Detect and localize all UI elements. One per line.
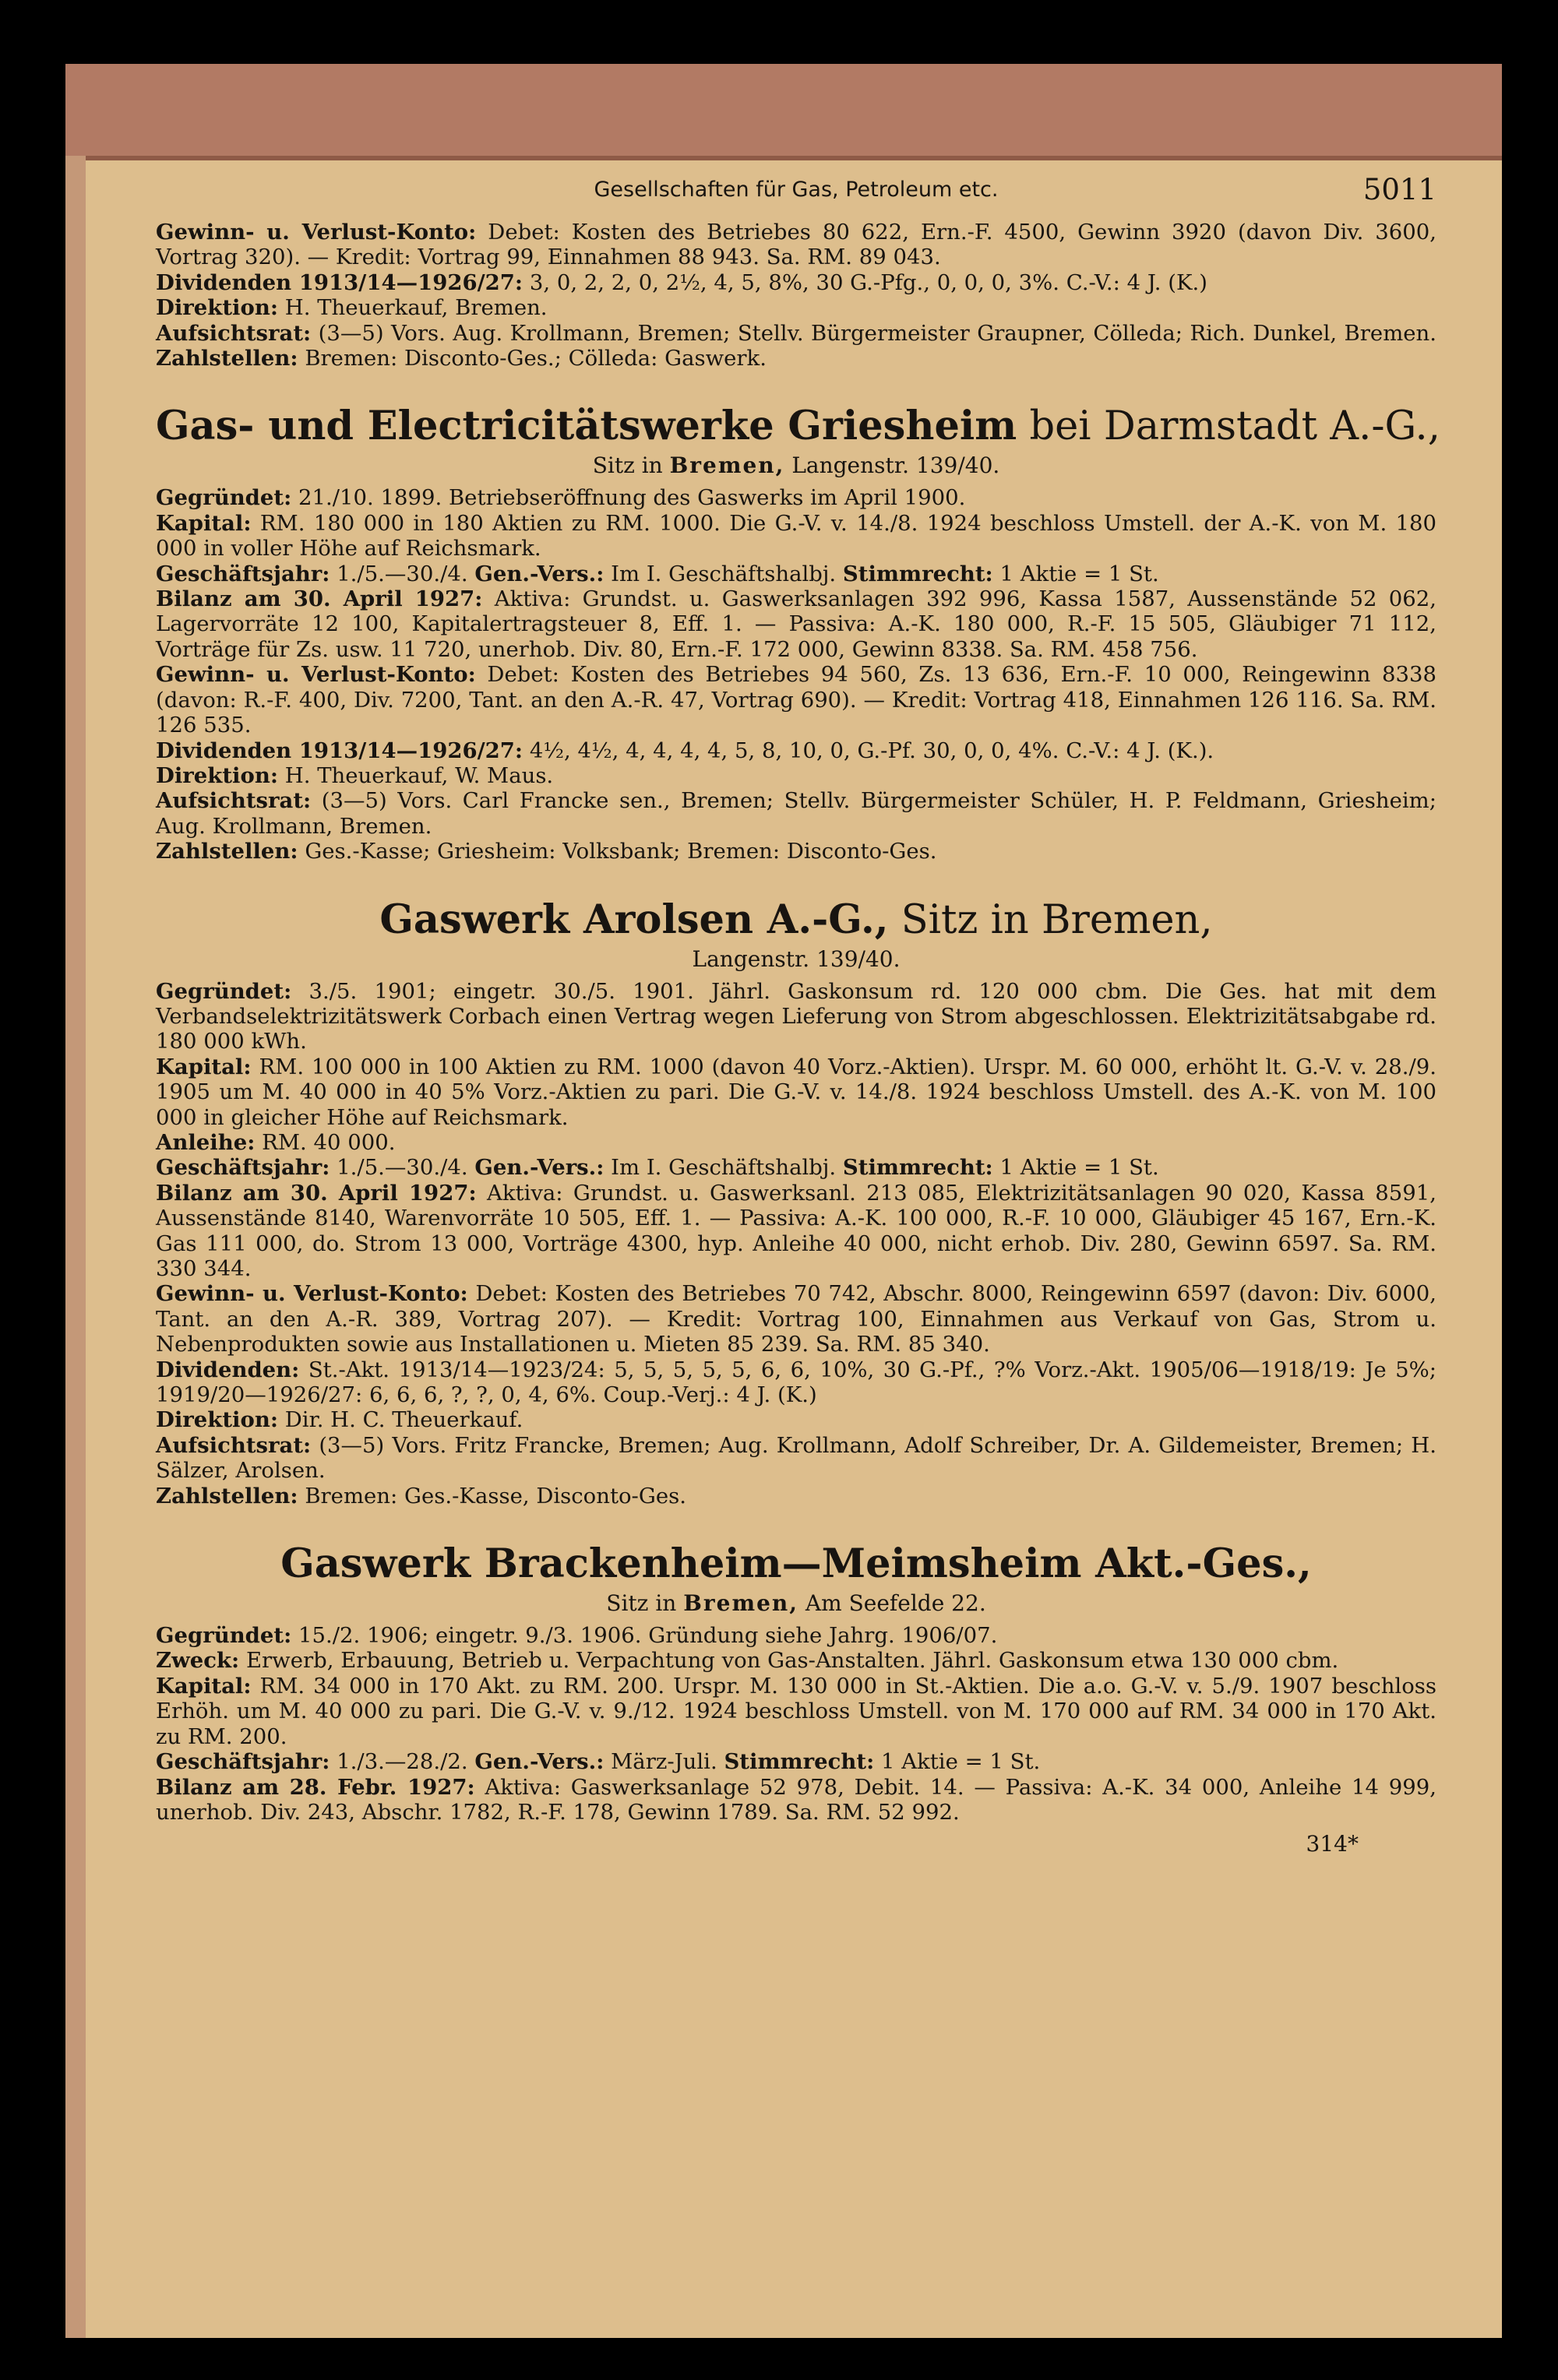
- section-label: Aufsichtsrat:: [156, 320, 312, 346]
- section-label: Kapital:: [156, 1054, 252, 1079]
- direktion-paragraph: [156, 295, 1436, 320]
- zahlstellen-paragraph: [156, 1484, 1436, 1509]
- section-label: Gewinn- u. Verlust-Konto:: [156, 220, 477, 245]
- section-label: Direktion:: [156, 295, 278, 321]
- section-text: 15./2. 1906; eingetr. 9./3. 1906. Gründung siehe Jahrg. 1906/07.: [298, 1623, 998, 1649]
- seat-address: Langenstr. 139/40.: [692, 945, 901, 972]
- section-label: Zahlstellen:: [156, 839, 298, 864]
- section-text: März-Juli.: [611, 1749, 717, 1775]
- section-label: Gewinn- u. Verlust-Konto:: [156, 662, 476, 688]
- kapital-paragraph: [156, 1054, 1436, 1130]
- section-label: Gen.-Vers.:: [474, 561, 605, 586]
- book-page: [65, 64, 1502, 2338]
- seat-address: Langenstr. 139/40.: [791, 452, 1000, 479]
- company-heading: [156, 1540, 1436, 1589]
- entry-arolsen: [156, 896, 1436, 1509]
- section-text: Debet: Kosten des Betriebes 94 560, Zs. 13 636, Ern.-F. 10 000, Reingewinn 8338 (davon: R.-F. 400, Div. 7200, Tant. an den A.-R. 47, Vortrag 690). — Kredit: Vortrag 418, Einnahmen 126 116. Sa. RM. 126 535.: [156, 662, 1437, 738]
- section-text: 1 Aktie = 1 St.: [999, 561, 1159, 586]
- section-text: Dir. H. C. Theuerkauf.: [284, 1407, 523, 1433]
- section-label: Bilanz am 28. Febr. 1927:: [156, 1774, 475, 1800]
- section-text: St.-Akt. 1913/14—1923/24: 5, 5, 5, 5, 5, 6, 6, 10%, 30 G.-Pf., ?% Vorz.-Akt. 1905/06—1918/19: Je 5%; 1919/20—1926/27: 6, 6, 6, ?, ?, 0, 4, 6%. Coup.-Verj.: 4 J. (K.): [156, 1357, 1436, 1408]
- section-text: Im I. Geschäftshalbj.: [611, 561, 837, 586]
- section-text: 1./5.—30./4.: [337, 561, 468, 586]
- dividenden-paragraph: [156, 270, 1436, 295]
- section-label: Gewinn- u. Verlust-Konto:: [156, 1281, 468, 1307]
- section-label: Geschäftsjahr:: [156, 1155, 330, 1181]
- section-text: H. Theuerkauf, Bremen.: [284, 295, 548, 321]
- section-label: Zweck:: [156, 1648, 240, 1674]
- section-label: Zahlstellen:: [156, 346, 298, 371]
- section-text: Debet: Kosten des Betriebes 70 742, Abschr. 8000, Reingewinn 6597 (davon: Div. 6000, Tant. an den A.-R. 389, Vortrag 207). — Kredit: Vortrag 100, Einnahmen aus Verkauf von Gas, Strom u. Nebenprodukten sowie aus Installationen u. Mieten 85 239. Sa. RM. 85 340.: [156, 1281, 1436, 1357]
- company-name: Gaswerk Brackenheim—Meimsheim Akt.-Ges.,: [280, 1540, 1312, 1588]
- section-label: Gen.-Vers.:: [474, 1155, 605, 1181]
- running-title: Gesellschaften für Gas, Petroleum etc.: [594, 178, 999, 202]
- entry-brackenheim: [156, 1540, 1436, 1825]
- section-label: Stimmrecht:: [842, 561, 993, 586]
- section-text: 1./5.—30./4.: [337, 1155, 468, 1181]
- section-text: Bremen: Disconto-Ges.; Cölleda: Gaswerk.: [305, 346, 767, 371]
- page-number: 5011: [1362, 173, 1436, 206]
- company-name-suffix: bei Darmstadt A.-G.,: [1029, 403, 1440, 450]
- section-text: (3—5) Vors. Aug. Krollmann, Bremen; Stellv. Bürgermeister Graupner, Cölleda; Rich. Dunkel, Bremen.: [318, 320, 1436, 346]
- section-text: Aktiva: Grundst. u. Gaswerksanl. 213 085, Elektrizitätsanlagen 90 020, Kassa 8591, Aussenstände 8140, Warenvorräte 10 505, Eff. 1. — Passiva: A.-K. 100 000, R.-F. 10 000, Gläubiger 45 167, Ern.-K. Gas 111 000, do. Strom 13 000, Vorträge 4300, hyp. Anleihe 40 000, nicht erhob. Div. 280, Gewinn 6597. Sa. RM. 330 344.: [156, 1180, 1436, 1281]
- section-text: RM. 34 000 in 170 Akt. zu RM. 200. Urspr. M. 130 000 in St.-Aktien. Die a.o. G.-V. v. 5./9. 1907 beschloss Erhöh. um M. 40 000 zu pari. Die G.-V. v. 9./12. 1924 beschloss Umstell. von M. 170 000 auf RM. 34 000 in 170 Akt. zu RM. 200.: [156, 1673, 1436, 1749]
- section-text: RM. 40 000.: [262, 1129, 396, 1155]
- section-label: Stimmrecht:: [724, 1749, 875, 1775]
- aufsichtsrat-paragraph: [156, 1433, 1436, 1484]
- direktion-paragraph: [156, 1407, 1436, 1432]
- bilanz-paragraph: [156, 1181, 1436, 1282]
- company-name: Gaswerk Arolsen A.-G.,: [379, 896, 889, 943]
- section-label: Aufsichtsrat:: [156, 788, 312, 814]
- page-spine-shadow: [65, 156, 86, 2338]
- seat-prefix: Sitz in: [606, 1590, 677, 1617]
- section-text: 3, 0, 2, 2, 0, 2½, 4, 5, 8%, 30 G.-Pfg., 0, 0, 0, 3%. C.-V.: 4 J. (K.): [529, 269, 1208, 295]
- company-seat: [156, 946, 1436, 973]
- aufsichtsrat-paragraph: [156, 321, 1436, 371]
- entry-previous-company: [156, 220, 1436, 371]
- section-text: Ges.-Kasse; Griesheim: Volksbank; Bremen: Disconto-Ges.: [305, 839, 937, 864]
- company-seat: [156, 452, 1436, 479]
- geschaeftsjahr-paragraph: [156, 562, 1436, 586]
- section-text: RM. 180 000 in 180 Aktien zu RM. 1000. Die G.-V. v. 14./8. 1924 beschloss Umstell. der A.-K. von M. 180 000 in voller Höhe auf Reichsmark.: [156, 510, 1436, 562]
- bilanz-paragraph: [156, 586, 1436, 662]
- seat-prefix: Sitz in: [592, 452, 663, 479]
- seat-address: Am Seefelde 22.: [805, 1590, 986, 1617]
- direktion-paragraph: [156, 763, 1436, 788]
- section-label: Dividenden 1913/14—1926/27:: [156, 269, 523, 295]
- company-heading: [156, 896, 1436, 945]
- section-label: Gegründet:: [156, 485, 292, 511]
- running-header: [156, 173, 1436, 220]
- sheet-signature: 314*: [1306, 1831, 1359, 1857]
- section-label: Anleihe:: [156, 1129, 256, 1155]
- kapital-paragraph: [156, 511, 1436, 562]
- zweck-paragraph: [156, 1648, 1436, 1673]
- section-label: Geschäftsjahr:: [156, 1749, 330, 1775]
- section-text: 4½, 4½, 4, 4, 4, 4, 5, 8, 10, 0, G.-Pf. 30, 0, 0, 4%. C.-V.: 4 J. (K.).: [529, 738, 1214, 763]
- kapital-paragraph: [156, 1674, 1436, 1749]
- dividenden-paragraph: [156, 1357, 1436, 1408]
- section-text: 3./5. 1901; eingetr. 30./5. 1901. Jährl. Gaskonsum rd. 120 000 cbm. Die Ges. hat mit dem Verbandselektrizitätswerk Corbach einen Vertrag wegen Lieferung von Strom abgeschlossen. Elektrizitätsabgabe rd. 180 000 kWh.: [156, 978, 1436, 1054]
- section-text: Erwerb, Erbauung, Betrieb u. Verpachtung von Gas-Anstalten. Jährl. Gaskonsum etwa 130 000 cbm.: [245, 1648, 1339, 1674]
- company-seat: [156, 1590, 1436, 1617]
- section-text: 1 Aktie = 1 St.: [999, 1155, 1159, 1181]
- section-text: Aktiva: Grundst. u. Gaswerksanlagen 392 996, Kassa 1587, Aussenstände 52 062, Lagervorräte 12 100, Kapitalertragsteuer 8, Eff. 1. — Passiva: A.-K. 180 000, R.-F. 15 505, Gläubiger 71 112, Vorträge für Zs. usw. 11 720, unerhob. Div. 80, Ern.-F. 172 000, Gewinn 8338. Sa. RM. 458 756.: [156, 586, 1436, 662]
- section-label: Kapital:: [156, 510, 252, 536]
- aufsichtsrat-paragraph: [156, 788, 1436, 839]
- section-label: Geschäftsjahr:: [156, 561, 330, 586]
- seat-city: Bremen,: [669, 452, 785, 479]
- section-text: Im I. Geschäftshalbj.: [611, 1155, 837, 1181]
- section-text: 21./10. 1899. Betriebseröffnung des Gaswerks im April 1900.: [298, 485, 966, 511]
- company-name-suffix: Sitz in Bremen,: [901, 896, 1213, 943]
- entry-griesheim: [156, 402, 1440, 864]
- section-label: Gen.-Vers.:: [474, 1749, 605, 1775]
- section-text: RM. 100 000 in 100 Aktien zu RM. 1000 (davon 40 Vorz.-Aktien). Urspr. M. 60 000, erhöht lt. G.-V. v. 28./9. 1905 um M. 40 000 in 40 5% Vorz.-Aktien zu pari. Die G.-V. v. 14./8. 1924 beschloss Umstell. des A.-K. von M. 100 000 in gleicher Höhe auf Reichsmark.: [156, 1054, 1437, 1130]
- section-text: H. Theuerkauf, W. Maus.: [284, 762, 554, 788]
- page-content: [156, 173, 1440, 1857]
- section-label: Bilanz am 30. April 1927:: [156, 1180, 477, 1206]
- section-label: Gegründet:: [156, 978, 292, 1004]
- gewinn-verlust-paragraph: [156, 1281, 1436, 1357]
- gewinn-verlust-paragraph: [156, 220, 1436, 270]
- gewinn-verlust-paragraph: [156, 662, 1436, 738]
- gegruendet-paragraph: [156, 979, 1436, 1054]
- section-text: Bremen: Ges.-Kasse, Disconto-Ges.: [305, 1483, 686, 1509]
- section-text: Debet: Kosten des Betriebes 80 622, Ern.-F. 4500, Gewinn 3920 (davon Div. 3600, Vortrag 320). — Kredit: Vortrag 99, Einnahmen 88 943. Sa. RM. 89 043.: [156, 220, 1436, 270]
- section-label: Aufsichtsrat:: [156, 1432, 312, 1458]
- section-text: (3—5) Vors. Fritz Francke, Bremen; Aug. Krollmann, Adolf Schreiber, Dr. A. Gildemeister, Bremen; H. Sälzer, Arolsen.: [156, 1432, 1436, 1484]
- gegruendet-paragraph: [156, 485, 1436, 510]
- book-binding: [65, 64, 1502, 156]
- gegruendet-paragraph: [156, 1623, 1436, 1648]
- company-name: Gas- und Electricitätswerke Griesheim: [156, 403, 1017, 450]
- binding-edge: [65, 156, 1502, 160]
- zahlstellen-paragraph: [156, 839, 1436, 864]
- seat-city: Bremen,: [683, 1590, 798, 1617]
- company-heading: [156, 402, 1440, 451]
- section-text: Aktiva: Gaswerksanlage 52 978, Debit. 14. — Passiva: A.-K. 34 000, Anleihe 14 999, unerhob. Div. 243, Abschr. 1782, R.-F. 178, Gewinn 1789. Sa. RM. 52 992.: [156, 1774, 1437, 1825]
- bilanz-paragraph: [156, 1775, 1436, 1825]
- section-label: Gegründet:: [156, 1623, 292, 1649]
- section-label: Bilanz am 30. April 1927:: [156, 586, 483, 612]
- section-label: Stimmrecht:: [842, 1155, 993, 1181]
- section-label: Dividenden:: [156, 1357, 300, 1382]
- geschaeftsjahr-paragraph: [156, 1155, 1436, 1180]
- anleihe-paragraph: [156, 1130, 1436, 1155]
- section-label: Dividenden 1913/14—1926/27:: [156, 738, 523, 763]
- section-label: Direktion:: [156, 1407, 278, 1433]
- section-label: Zahlstellen:: [156, 1483, 298, 1509]
- dividenden-paragraph: [156, 738, 1436, 763]
- section-label: Direktion:: [156, 762, 278, 788]
- section-label: Kapital:: [156, 1673, 252, 1699]
- section-text: 1 Aktie = 1 St.: [880, 1749, 1041, 1775]
- section-text: 1./3.—28./2.: [337, 1749, 468, 1775]
- geschaeftsjahr-paragraph: [156, 1749, 1436, 1774]
- section-text: (3—5) Vors. Carl Francke sen., Bremen; Stellv. Bürgermeister Schüler, H. P. Feldmann, Griesheim; Aug. Krollmann, Bremen.: [156, 788, 1436, 839]
